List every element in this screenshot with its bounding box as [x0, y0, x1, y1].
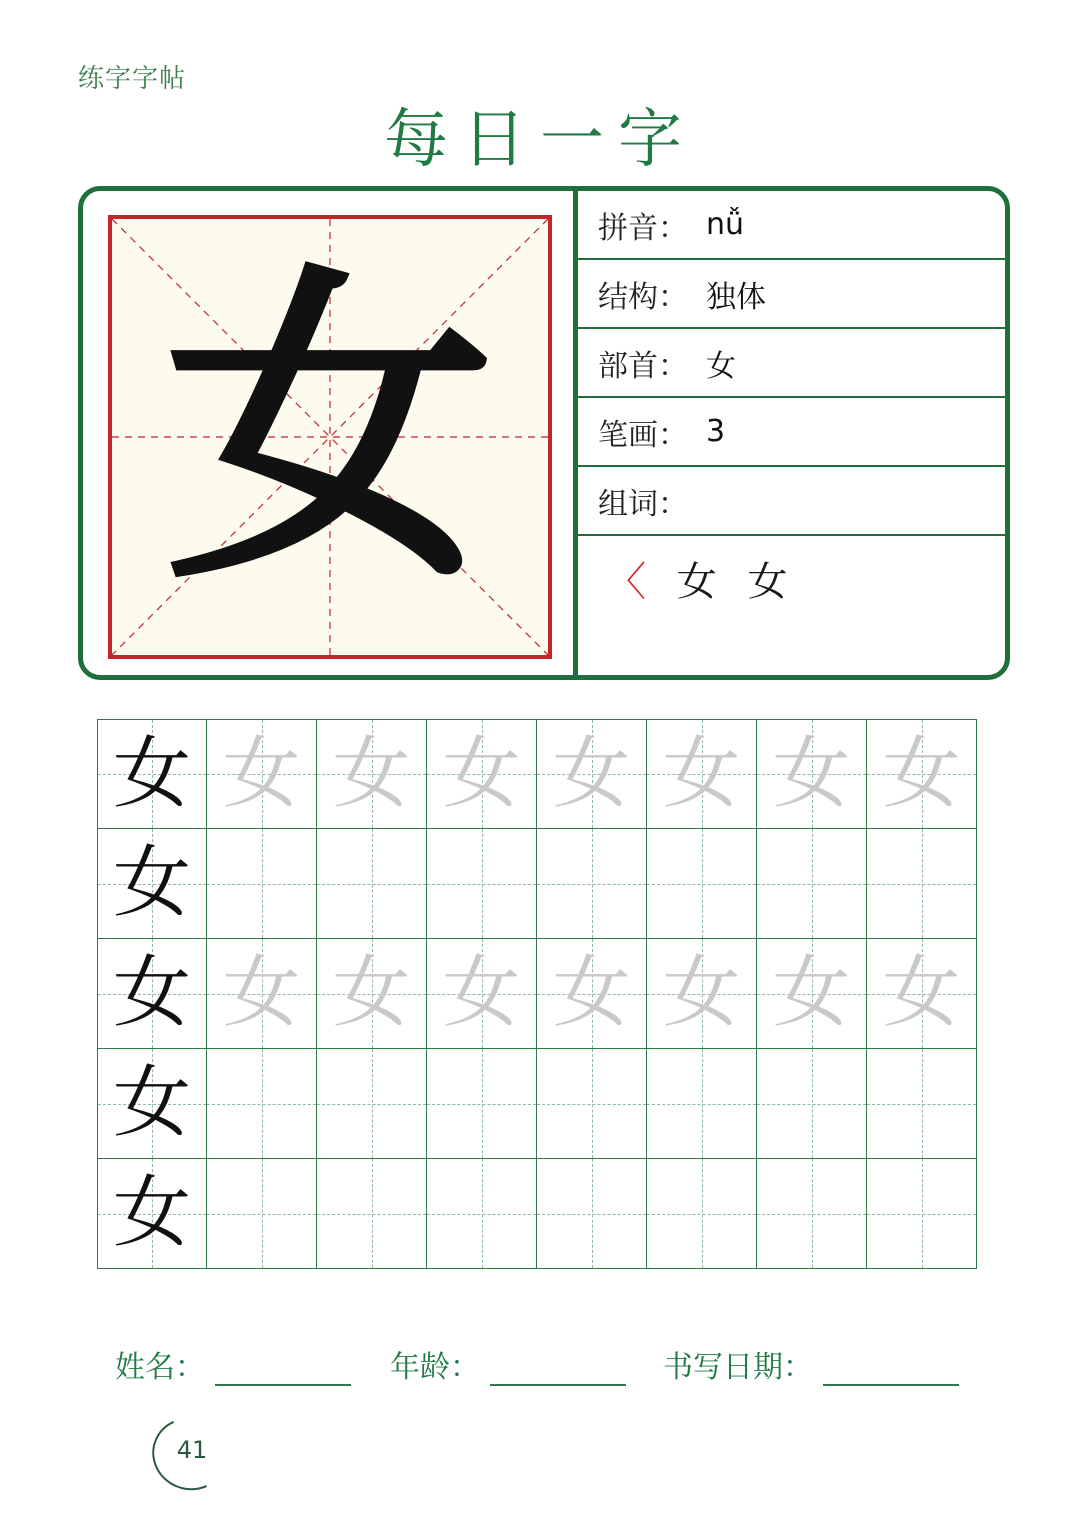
model-character: 女 — [112, 729, 191, 819]
info-value: 女 — [706, 348, 736, 384]
date-field[interactable] — [663, 1342, 959, 1386]
featured-character: 女 — [165, 235, 495, 623]
trace-character: 女 — [882, 948, 961, 1038]
blank-practice-cell[interactable] — [757, 829, 867, 939]
model-cell — [97, 1049, 207, 1159]
blank-practice-cell[interactable] — [207, 1159, 317, 1269]
info-label: 组词： — [598, 486, 688, 522]
name-label: 姓名： — [115, 1350, 205, 1385]
trace-character: 女 — [332, 729, 411, 819]
info-row-radical — [578, 329, 1005, 398]
blank-practice-cell[interactable] — [867, 829, 977, 939]
character-display-box — [108, 215, 552, 659]
blank-practice-cell[interactable] — [757, 1049, 867, 1159]
model-character: 女 — [112, 1168, 191, 1258]
date-blank-line[interactable] — [823, 1350, 959, 1386]
trace-cell[interactable] — [207, 939, 317, 1049]
blank-practice-cell[interactable] — [427, 1159, 537, 1269]
model-cell — [97, 829, 207, 939]
trace-character: 女 — [442, 729, 521, 819]
info-value: 3 — [706, 414, 726, 449]
trace-character: 女 — [222, 948, 301, 1038]
trace-cell[interactable] — [317, 939, 427, 1049]
trace-character: 女 — [442, 948, 521, 1038]
blank-practice-cell[interactable] — [647, 829, 757, 939]
blank-practice-cell[interactable] — [647, 1049, 757, 1159]
trace-character: 女 — [882, 729, 961, 819]
trace-character: 女 — [552, 729, 631, 819]
trace-cell[interactable] — [207, 719, 317, 829]
trace-character: 女 — [772, 729, 851, 819]
info-row-structure — [578, 260, 1005, 329]
stroke-order-sequence — [578, 536, 1005, 607]
age-label: 年龄： — [390, 1350, 480, 1385]
blank-practice-cell[interactable] — [867, 1159, 977, 1269]
grid-row — [97, 939, 977, 1049]
page-title: 每日一字 — [384, 103, 696, 177]
blank-practice-cell[interactable] — [317, 829, 427, 939]
trace-cell[interactable] — [537, 939, 647, 1049]
info-label: 笔画： — [598, 417, 688, 453]
name-blank-line[interactable] — [215, 1350, 351, 1386]
trace-character: 女 — [552, 948, 631, 1038]
trace-character: 女 — [662, 729, 741, 819]
trace-character: 女 — [772, 948, 851, 1038]
model-character: 女 — [112, 838, 191, 928]
age-field[interactable] — [390, 1342, 626, 1386]
blank-practice-cell[interactable] — [207, 829, 317, 939]
blank-practice-cell[interactable] — [427, 1049, 537, 1159]
model-cell — [97, 939, 207, 1049]
blank-practice-cell[interactable] — [647, 1159, 757, 1269]
blank-practice-cell[interactable] — [757, 1159, 867, 1269]
stroke-step-3: 女 — [747, 559, 788, 605]
trace-cell[interactable] — [427, 719, 537, 829]
trace-cell[interactable] — [427, 939, 537, 1049]
trace-cell[interactable] — [647, 719, 757, 829]
info-value: 独体 — [706, 279, 766, 315]
trace-cell[interactable] — [867, 939, 977, 1049]
info-label: 部首： — [598, 348, 688, 384]
trace-cell[interactable] — [867, 719, 977, 829]
trace-character: 女 — [662, 948, 741, 1038]
model-character: 女 — [112, 1058, 191, 1148]
trace-cell[interactable] — [647, 939, 757, 1049]
page-number: 41 — [176, 1436, 208, 1464]
model-cell — [97, 1159, 207, 1269]
stroke-step-1: 〈 — [606, 559, 646, 605]
series-label: 练字字帖 — [78, 64, 187, 94]
blank-practice-cell[interactable] — [427, 829, 537, 939]
blank-practice-cell[interactable] — [537, 1049, 647, 1159]
trace-character: 女 — [222, 729, 301, 819]
trace-cell[interactable] — [537, 719, 647, 829]
date-label: 书写日期： — [663, 1350, 813, 1385]
blank-practice-cell[interactable] — [317, 1159, 427, 1269]
practice-grid — [97, 719, 977, 1269]
info-row-pinyin — [578, 191, 1005, 260]
trace-character: 女 — [332, 948, 411, 1038]
model-character: 女 — [112, 948, 191, 1038]
character-info-card — [78, 186, 1010, 680]
info-row-words — [578, 467, 1005, 536]
stroke-step-2: 女 — [676, 559, 717, 605]
name-field[interactable] — [115, 1342, 351, 1386]
info-row-strokes — [578, 398, 1005, 467]
grid-row — [97, 719, 977, 829]
blank-practice-cell[interactable] — [537, 1159, 647, 1269]
grid-row — [97, 1159, 977, 1269]
info-table — [578, 191, 1005, 607]
blank-practice-cell[interactable] — [867, 1049, 977, 1159]
age-blank-line[interactable] — [490, 1350, 626, 1386]
blank-practice-cell[interactable] — [317, 1049, 427, 1159]
model-cell — [97, 719, 207, 829]
trace-cell[interactable] — [757, 719, 867, 829]
blank-practice-cell[interactable] — [537, 829, 647, 939]
info-label: 拼音： — [598, 210, 688, 246]
info-value: nǚ — [706, 207, 745, 242]
blank-practice-cell[interactable] — [207, 1049, 317, 1159]
info-label: 结构： — [598, 279, 688, 315]
grid-row — [97, 829, 977, 939]
trace-cell[interactable] — [317, 719, 427, 829]
grid-row — [97, 1049, 977, 1159]
trace-cell[interactable] — [757, 939, 867, 1049]
